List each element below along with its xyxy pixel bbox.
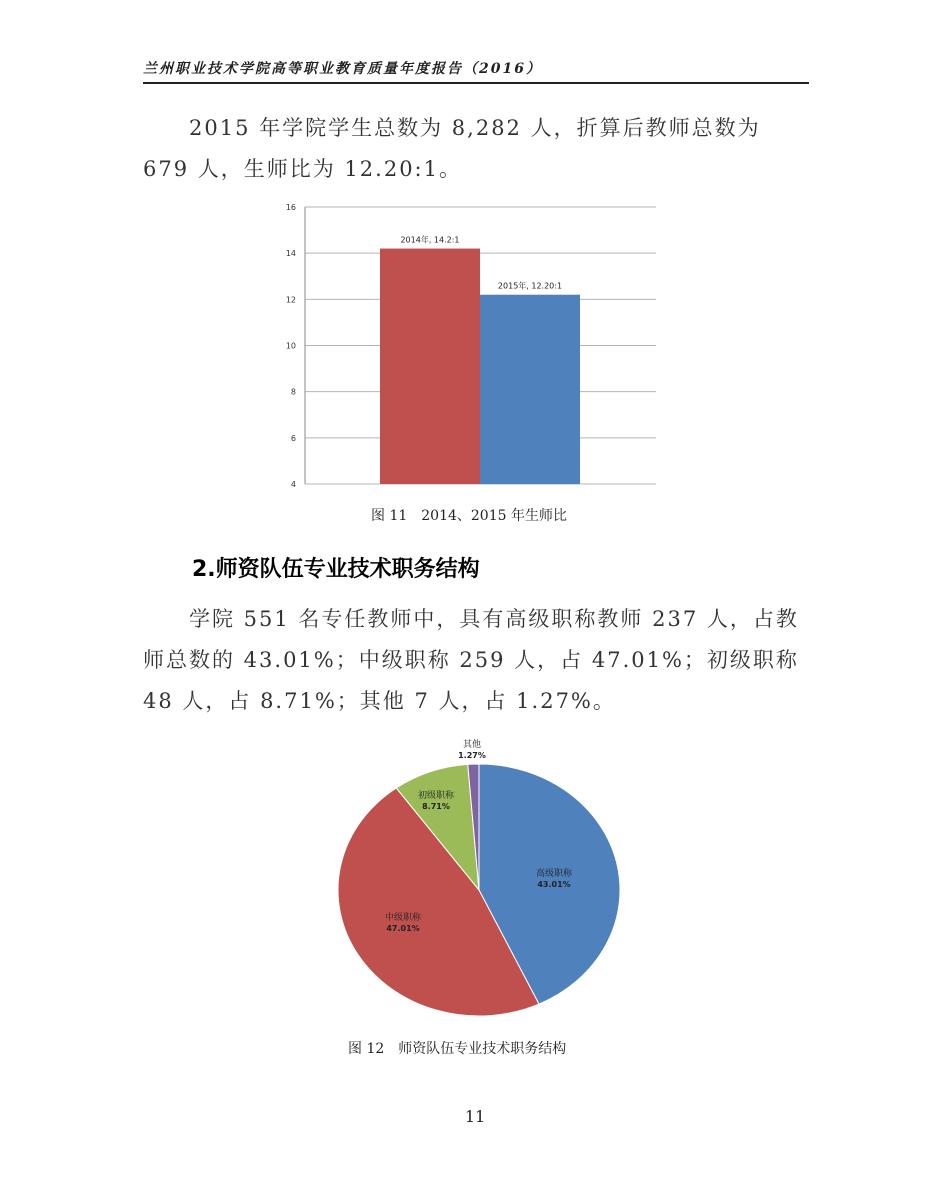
bar-chart-student-teacher-ratio xyxy=(280,197,670,497)
pie-slice-value: 1.27% xyxy=(458,751,486,760)
paragraph-teacher-titles xyxy=(143,599,809,722)
paragraph-student-teacher-ratio xyxy=(143,108,809,190)
y-tick-label: 10 xyxy=(285,341,296,351)
report-header-title: 兰州职业技术学院高等职业教育质量年度报告（2016） xyxy=(143,61,542,77)
figure-11-caption: 图 11 2014、2015 年生师比 xyxy=(371,508,567,524)
pie-slice-value: 8.71% xyxy=(422,802,450,811)
pie-slice-label: 其他 xyxy=(462,740,482,750)
y-tick-label: 16 xyxy=(285,203,296,212)
figure-12-caption: 图 12 师资队伍专业技术职务结构 xyxy=(348,1041,567,1057)
y-tick-label: 6 xyxy=(290,433,296,443)
y-tick-label: 12 xyxy=(285,295,296,305)
header-rule xyxy=(143,82,809,84)
section-heading: 2.师资队伍专业技术职务结构 xyxy=(192,557,480,582)
bar-2015年 xyxy=(480,295,580,484)
bar-data-label: 2015年, 12.20:1 xyxy=(497,281,563,291)
pie-slice-label: 初级职称 xyxy=(417,791,455,801)
paragraph-text: 学院 551 名专任教师中，具有高级职称教师 237 人，占教师总数的 43.01%；中级职称 259 人，占 47.01%；初级职称 48 人，占 8.71%；其他 7 人，占 1.27%。 xyxy=(143,607,799,713)
y-tick-label: 8 xyxy=(290,387,296,397)
page-number: 11 xyxy=(464,1107,486,1126)
pie-slice-value: 47.01% xyxy=(386,924,420,933)
paragraph-text: 2015 年学院学生总数为 8,282 人，折算后教师总数为 679 人，生师比为 12.20:1。 xyxy=(143,116,761,181)
y-tick-label: 14 xyxy=(285,249,296,259)
pie-chart-title-structure xyxy=(330,735,630,1025)
pie-slice-label: 高级职称 xyxy=(535,869,573,879)
pie-slice-value: 43.01% xyxy=(537,880,571,889)
bar-data-label: 2014年, 14.2:1 xyxy=(400,235,460,245)
bar-2014年 xyxy=(380,249,480,484)
y-tick-label: 4 xyxy=(290,480,296,489)
pie-slice-label: 中级职称 xyxy=(384,913,422,923)
